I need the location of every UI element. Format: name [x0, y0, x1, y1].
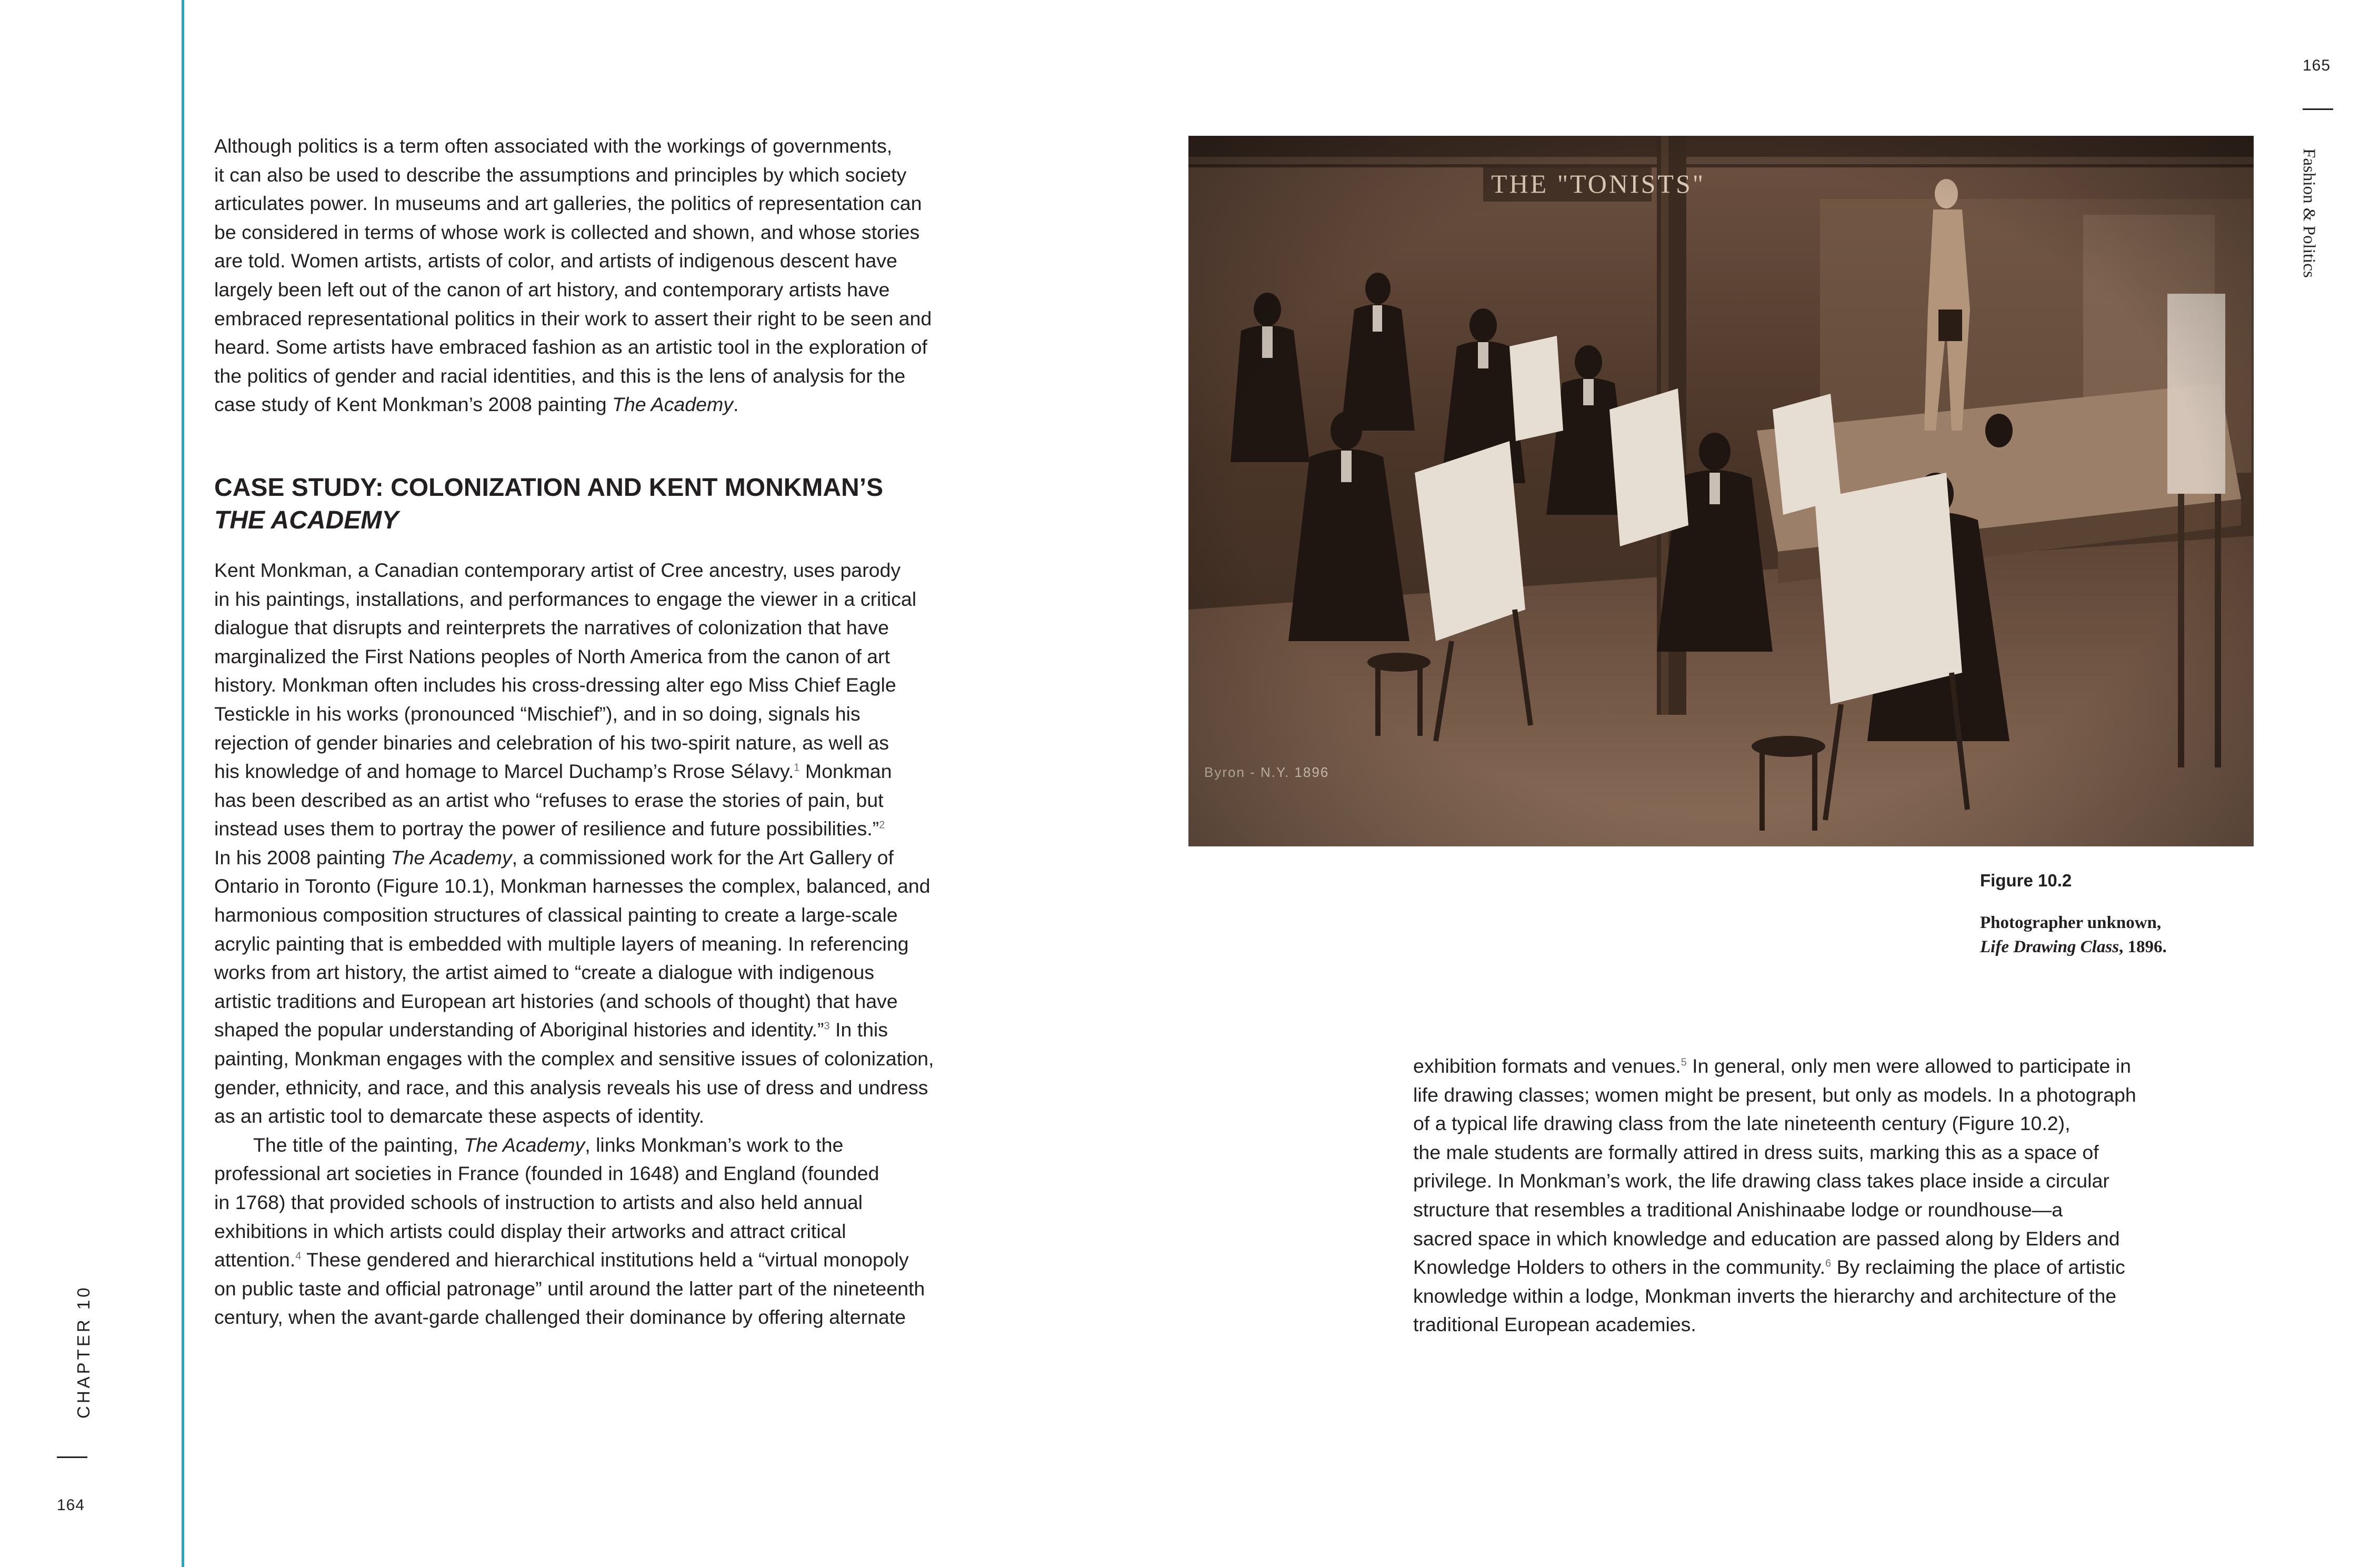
text-line: Knowledge Holders to others in the community.$^6$ By reclaiming the place of artistic	[1413, 1256, 2125, 1279]
heading-line: THE ACADEMY	[214, 506, 399, 534]
text-line: century, when the avant-garde challenged their dominance by offering alternate	[214, 1306, 906, 1329]
text-line: painting, Monkman engages with the complex and sensitive issues of colonization,	[214, 1047, 934, 1070]
text-line: In his 2008 painting The Academy, a commissioned work for the Art Gallery of	[214, 846, 894, 869]
text-line: case study of Kent Monkman’s 2008 painting The Academy.	[214, 393, 739, 416]
text-line: his knowledge of and homage to Marcel Duchamp’s Rrose Sélavy.$^1$ Monkman	[214, 760, 892, 783]
text-line: on public taste and official patronage” until around the latter part of the nineteenth	[214, 1277, 925, 1300]
footnote-ref[interactable]: 4	[295, 1250, 302, 1262]
margin-rule	[182, 0, 184, 1567]
right-column	[1413, 1052, 2203, 1339]
text-line: Testickle in his works (pronounced “Mischief”), and in so doing, signals his	[214, 702, 861, 725]
footnote-ref[interactable]: 2	[879, 819, 885, 831]
text-line: Ontario in Toronto (Figure 10.1), Monkman harnesses the complex, balanced, and	[214, 875, 931, 897]
left-column	[214, 132, 998, 1332]
text-line: acrylic painting that is embedded with multiple layers of meaning. In referencing	[214, 932, 909, 955]
text-line: shaped the popular understanding of Aboriginal histories and identity.”$^3$ In this	[214, 1019, 888, 1041]
text-line: artistic traditions and European art histories (and schools of thought) that have	[214, 990, 898, 1012]
text-line: The title of the painting, The Academy, links Monkman’s work to the	[253, 1133, 844, 1156]
text-line: Although politics is a term often associated with the workings of governments,	[214, 135, 893, 157]
text-line: traditional European academies.	[1413, 1313, 1696, 1336]
text-line: exhibition formats and venues.$^5$ In general, only men were allowed to participate in	[1413, 1055, 2131, 1077]
footnote-ref[interactable]: 6	[1825, 1257, 1832, 1270]
text-line: professional art societies in France (founded in 1648) and England (founded	[214, 1162, 879, 1185]
text-line: marginalized the First Nations peoples of North America from the canon of art	[214, 645, 890, 667]
section-label: Fashion & Politics	[2299, 148, 2318, 278]
text-line: instead uses them to portray the power of resilience and future possibilities.”$^2$	[214, 817, 885, 840]
text-line: the male students are formally attired in dress suits, marking this as a space of	[1413, 1141, 2099, 1163]
text-line: sacred space in which knowledge and education are passed along by Elders and	[1413, 1227, 2120, 1250]
text-line: rejection of gender binaries and celebration of his two-spirit nature, as well as	[214, 731, 889, 754]
heading-line: CASE STUDY: COLONIZATION AND KENT MONKMAN’S	[214, 473, 884, 502]
text-line: embraced representational politics in their work to assert their right to be seen and	[214, 307, 932, 330]
text-line: life drawing classes; women might be present, but only as models. In a photograph	[1413, 1083, 2136, 1106]
text-line: of a typical life drawing class from the late nineteenth century (Figure 10.2),	[1413, 1112, 2071, 1135]
chapter-label: CHAPTER 10	[74, 1285, 93, 1419]
caption-line: Photographer unknown,	[1980, 913, 2162, 932]
text-line: largely been left out of the canon of art history, and contemporary artists have	[214, 278, 890, 301]
folio-rule-right	[2303, 108, 2333, 110]
text-line: the politics of gender and racial identities, and this is the lens of analysis for the	[214, 364, 906, 387]
caption-line: Life Drawing Class, 1896.	[1980, 937, 2167, 956]
case-study-paragraph	[214, 556, 998, 1332]
continued-paragraph	[1413, 1052, 2203, 1339]
text-line: works from art history, the artist aimed to “create a dialogue with indigenous	[214, 961, 875, 984]
page-number-left: 164	[57, 1496, 85, 1514]
photo-illustration	[1188, 136, 2254, 846]
footnote-ref[interactable]: 5	[1681, 1056, 1687, 1069]
text-line: history. Monkman often includes his cross-dressing alter ego Miss Chief Eagle	[214, 674, 896, 696]
intro-paragraph	[214, 132, 998, 419]
text-line: are told. Women artists, artists of color, and artists of indigenous descent have	[214, 249, 897, 272]
footnote-ref[interactable]: 1	[794, 762, 800, 774]
text-line: dialogue that disrupts and reinterprets the narratives of colonization that have	[214, 616, 889, 639]
text-line: attention.$^4$ These gendered and hierarchical institutions held a “virtual monopoly	[214, 1249, 909, 1271]
text-line: it can also be used to describe the assumptions and principles by which society	[214, 163, 907, 186]
page-number-right: 165	[2303, 57, 2331, 74]
text-line: gender, ethnicity, and race, and this analysis reveals his use of dress and undress	[214, 1076, 928, 1099]
text-line: Kent Monkman, a Canadian contemporary artist of Cree ancestry, uses parody	[214, 558, 901, 581]
text-line: be considered in terms of whose work is collected and shown, and whose stories	[214, 221, 920, 243]
text-line: articulates power. In museums and art galleries, the politics of representation can	[214, 192, 922, 215]
text-line: knowledge within a lodge, Monkman inverts the hierarchy and architecture of the	[1413, 1284, 2117, 1307]
figure-caption	[1980, 911, 2167, 959]
text-line: has been described as an artist who “refuses to erase the stories of pain, but	[214, 789, 884, 811]
text-line: heard. Some artists have embraced fashion as an artistic tool in the exploration of	[214, 336, 927, 358]
text-line: in 1768) that provided schools of instruction to artists and also held annual	[214, 1191, 863, 1213]
folio-rule-left	[57, 1456, 87, 1458]
text-line: exhibitions in which artists could display their artworks and attract critical	[214, 1220, 846, 1242]
footnote-ref[interactable]: 3	[824, 1020, 830, 1032]
section-heading	[214, 472, 998, 537]
text-line: privilege. In Monkman’s work, the life drawing class takes place inside a circular	[1413, 1170, 2109, 1192]
text-line: harmonious composition structures of classical painting to create a large-scale	[214, 904, 898, 926]
text-line: structure that resembles a traditional Anishinaabe lodge or roundhouse—a	[1413, 1198, 2063, 1221]
figure-label: Figure 10.2	[1980, 871, 2072, 890]
life-drawing-photo	[1188, 136, 2254, 846]
text-line: in his paintings, installations, and performances to engage the viewer in a critical	[214, 587, 917, 610]
text-line: as an artistic tool to demarcate these aspects of identity.	[214, 1105, 705, 1127]
